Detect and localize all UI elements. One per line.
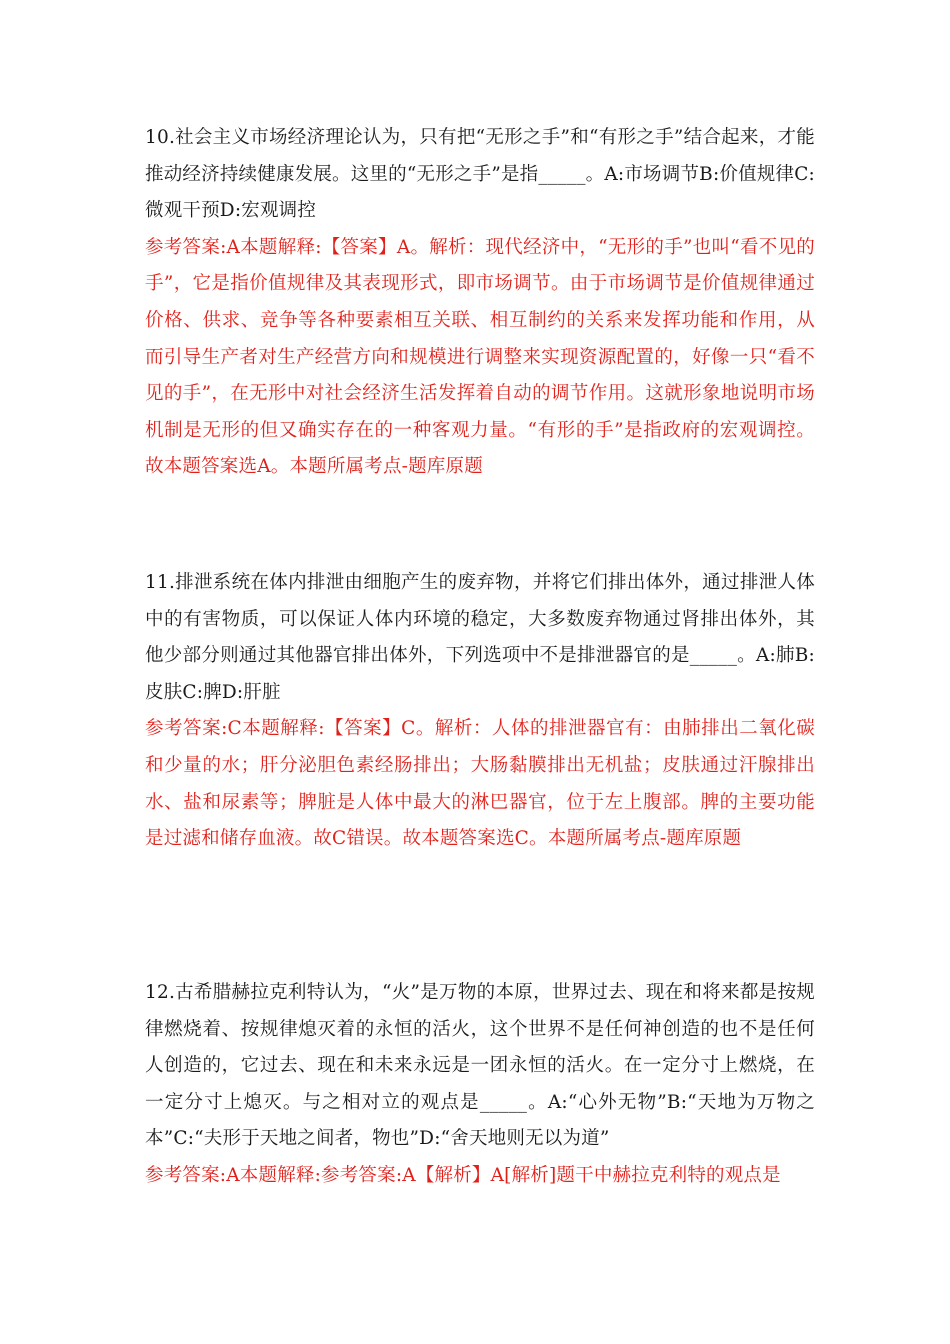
answer-explanation: 参考答案:A本题解释:【答案】A。解析：现代经济中，“无形的手”也叫“看不见的手”，它是指价值规律及其表现形式，即市场调节。由于市场调节是价值规律通过价格、供求、竞争等各种要素相互关联、相互制约的关系来发挥功能和作用，从而引导生产者对生产经营方向和规模进行调整来实现资源配置的，好像一只“看不见的手”，在无形中对社会经济生活发挥着自动的调节作用。这就形象地说明市场机制是无形的但又确实存在的一种客观力量。“有形的手”是指政府的宏观调控。故本题答案选A。本题所属考点-题库原题 <box>145 236 815 478</box>
answer-explanation: 参考答案:C本题解释:【答案】C。解析：人体的排泄器官有：由肺排出二氧化碳和少量的水；肝分泌胆色素经肠排出；大肠黏膜排出无机盐；皮肤通过汗腺排出水、盐和尿素等；脾脏是人体中最大的淋巴器官，位于左上腹部。脾的主要功能是过滤和储存血液。故C错误。故本题答案选C。本题所属考点-题库原题 <box>145 718 815 850</box>
question-10 <box>145 120 815 486</box>
question-12 <box>145 975 815 1195</box>
question-stem: 11.排泄系统在体内排泄由细胞产生的废弃物，并将它们排出体外，通过排泄人体中的有害物质，可以保证人体内环境的稳定，大多数废弃物通过肾排出体外，其他少部分则通过其他器官排出体外，下列选项中不是排泄器官的是_____。A:肺B:皮肤C:脾D:肝脏 <box>145 572 815 703</box>
answer-explanation: 参考答案:A本题解释:参考答案:A【解析】A[解析]题干中赫拉克利特的观点是 <box>145 1164 781 1186</box>
question-stem: 10.社会主义市场经济理论认为，只有把“无形之手”和“有形之手”结合起来，才能推动经济持续健康发展。这里的“无形之手”是指_____。A:市场调节B:价值规律C:微观干预D:宏观调控 <box>145 127 815 222</box>
question-stem: 12.古希腊赫拉克利特认为，“火”是万物的本原，世界过去、现在和将来都是按规律燃烧着、按规律熄灭着的永恒的活火，这个世界不是任何神创造的也不是任何人创造的，它过去、现在和未来永远是一团永恒的活火。在一定分寸上燃烧，在一定分寸上熄灭。与之相对立的观点是_____。A:“心外无物”B:“天地为万物之本”C:“夫形于天地之间者，物也”D:“舍天地则无以为道” <box>145 982 815 1150</box>
question-11 <box>145 565 815 858</box>
